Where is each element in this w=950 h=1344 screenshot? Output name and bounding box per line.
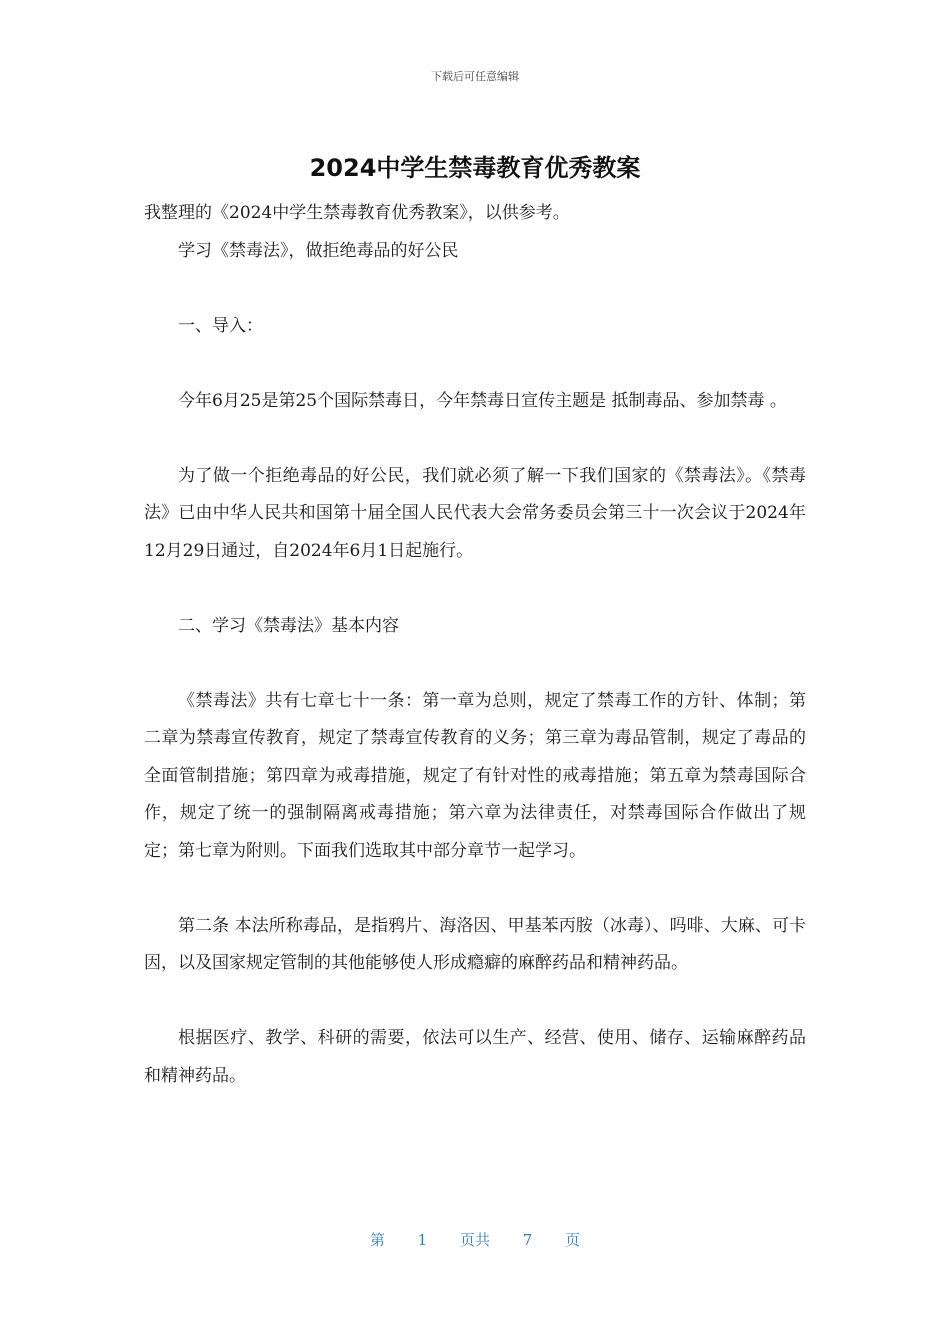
header-note: 下载后可任意编辑 bbox=[431, 70, 519, 83]
current-page-number: 1 bbox=[417, 1231, 428, 1249]
document-title: 2024中学生禁毒教育优秀教案 bbox=[309, 154, 641, 182]
footer-suffix: 页 bbox=[565, 1231, 581, 1249]
footer-prefix: 第 bbox=[369, 1231, 385, 1249]
intro-paragraph: 我整理的《2024中学生禁毒教育优秀教案》，以供参考。 bbox=[144, 203, 570, 223]
body-paragraph: 《禁毒法》共有七章七十一条：第一章为总则，规定了禁毒工作的方针、体制；第二章为禁毒宣传教育，规定了禁毒宣传教育的义务；第三章为毒品管制，规定了毒品的全面管制措施；第四章为戒毒措施，规定了有针对性的戒毒措施；第五章为禁毒国际合作，规定了统一的强制隔离戒毒措施；第六章为法律责任，对禁毒国际合作做出了规定；第七章为附则。下面我们选取其中部分章节一起学习。 bbox=[144, 690, 806, 861]
document-body bbox=[144, 195, 806, 1095]
body-paragraph: 为了做一个拒绝毒品的好公民，我们就必须了解一下我们国家的《禁毒法》。《禁毒法》已由中华人民共和国第十届全国人民代表大会常务委员会第三十一次会议于2024年12月29日通过，自2024年6月1日起施行。 bbox=[144, 465, 806, 561]
lesson-subtitle: 学习《禁毒法》，做拒绝毒品的好公民 bbox=[178, 240, 459, 261]
total-pages-number: 7 bbox=[522, 1231, 533, 1249]
section-heading-content: 二、学习《禁毒法》基本内容 bbox=[178, 615, 399, 636]
footer-middle: 页共 bbox=[459, 1231, 490, 1249]
body-paragraph: 根据医疗、教学、科研的需要，依法可以生产、经营、使用、储存、运输麻醉药品和精神药品。 bbox=[144, 1028, 806, 1086]
body-paragraph: 今年6月25是第25个国际禁毒日，今年禁毒日宣传主题是 抵制毒品、参加禁毒 。 bbox=[178, 390, 787, 411]
body-paragraph: 第二条 本法所称毒品，是指鸦片、海洛因、甲基苯丙胺（冰毒）、吗啡、大麻、可卡因，以及国家规定管制的其他能够使人形成瘾癖的麻醉药品和精神药品。 bbox=[144, 915, 806, 973]
section-heading-intro: 一、导入： bbox=[178, 315, 263, 336]
page-number-footer bbox=[0, 1229, 950, 1250]
